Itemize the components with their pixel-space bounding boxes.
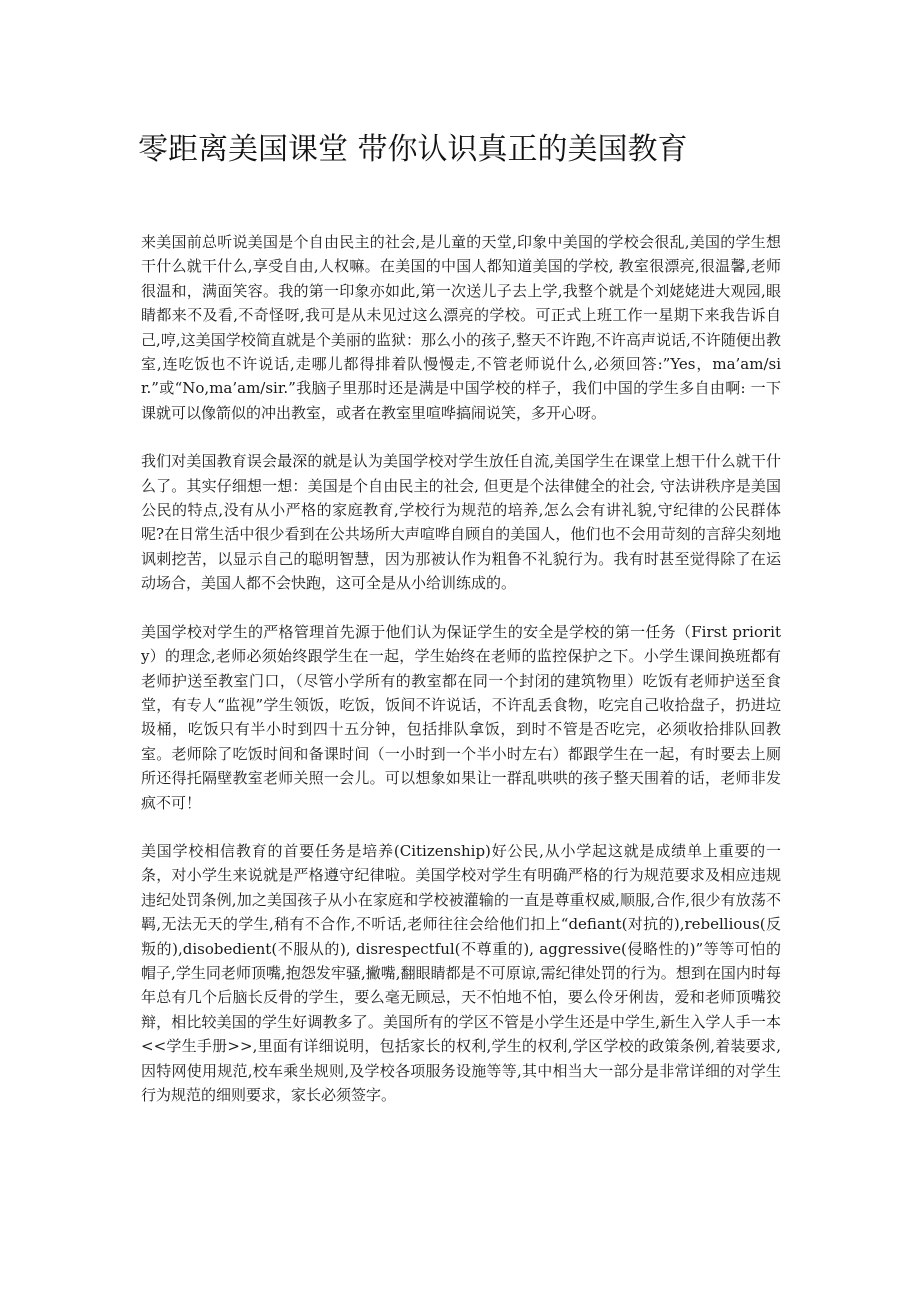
- document-body: [141, 230, 781, 1131]
- paragraph-4: 美国学校相信教育的首要任务是培养(Citizenship)好公民,从小学起这就是成绩单上重要的一条，对小学生来说就是严格遵守纪律啦。美国学校对学生有明确严格的行为规范要求及相应违规违纪处罚条例,加之美国孩子从小在家庭和学校被灌输的一直是尊重权威,顺服,合作,很少有放荡不羁,无法无天的学生,稍有不合作,不听话,老师往往会给他们扣上“defiant(对抗的),rebellious(反叛的),disobedient(不服从的), disrespectful(不尊重的), aggressive(侵略性的)”等等可怕的帽子,学生同老师顶嘴,抱怨发牢骚,撇嘴,翻眼睛都是不可原谅,需纪律处罚的行为。想到在国内时每年总有几个后脑长反骨的学生，要么毫无顾忌，天不怕地不怕，要么伶牙俐齿，爱和老师顶嘴狡辩，相比较美国的学生好调教多了。美国所有的学区不管是小学生还是中学生,新生入学人手一本<<学生手册>>,里面有详细说明，包括家长的权利,学生的权利,学区学校的政策条例,着装要求,因特网使用规范,校车乘坐规则,及学校各项服务设施等等,其中相当大一部分是非常详细的对学生行为规范的细则要求，家长必须签字。: [141, 841, 781, 1104]
- paragraph-1: 来美国前总听说美国是个自由民主的社会,是儿童的天堂,印象中美国的学校会很乱,美国的学生想干什么就干什么,享受自由,人权嘛。在美国的中国人都知道美国的学校, 教室很漂亮,很温馨,老师很温和，满面笑容。我的第一印象亦如此,第一次送儿子去上学,我整个就是个刘姥姥进大观园,眼睛都来不及看,不奇怪呀,我可是从未见过这么漂亮的学校。可正式上班工作一星期下来我告诉自己,哼,这美国学校简直就是个美丽的监狱：那么小的孩子,整天不许跑,不许高声说话,不许随便出教室,连吃饭也不许说话,走哪儿都得排着队慢慢走,不管老师说什么,必须回答:”Yes，ma’am/sir.”或“No,ma’am/sir.”我脑子里那时还是满是中国学校的样子，我们中国的学生多自由啊: 一下课就可以像箭似的冲出教室，或者在教室里喧哗搞闹说笑，多开心呀。: [141, 233, 781, 422]
- paragraph-3: 美国学校对学生的严格管理首先源于他们认为保证学生的安全是学校的第一任务（First priority）的理念,老师必须始终跟学生在一起，学生始终在老师的监控保护之下。小学生课间换班都有老师护送至教室门口，（尽管小学所有的教室都在同一个封闭的建筑物里）吃饭有老师护送至食堂，有专人“监视”学生领饭，吃饭，饭间不许说话，不许乱丢食物，吃完自己收拾盘子，扔进垃圾桶，吃饭只有半小时到四十五分钟，包括排队拿饭，到时不管是否吃完，必须收拾排队回教室。老师除了吃饭时间和备课时间（一小时到一个半小时左右）都跟学生在一起，有时要去上厕所还得托隔壁教室老师关照一会儿。可以想象如果让一群乱哄哄的孩子整天围着的话，老师非发疯不可！: [141, 622, 781, 812]
- document-title: 零距离美国课堂 带你认识真正的美国教育: [138, 132, 688, 167]
- paragraph-2: 我们对美国教育误会最深的就是认为美国学校对学生放任自流,美国学生在课堂上想干什么就干什么了。其实仔细想一想：美国是个自由民主的社会, 但更是个法律健全的社会, 守法讲秩序是美国公民的特点,没有从小严格的家庭教育,学校行为规范的培养,怎么会有讲礼貌,守纪律的公民群体呢?在日常生活中很少看到在公共场所大声喧哗自顾自的美国人，他们也不会用苛刻的言辞尖刻地讽刺挖苦，以显示自己的聪明智慧，因为那被认作为粗鲁不礼貌行为。我有时甚至觉得除了在运动场合，美国人都不会快跑，这可全是从小给训练成的。: [141, 452, 781, 593]
